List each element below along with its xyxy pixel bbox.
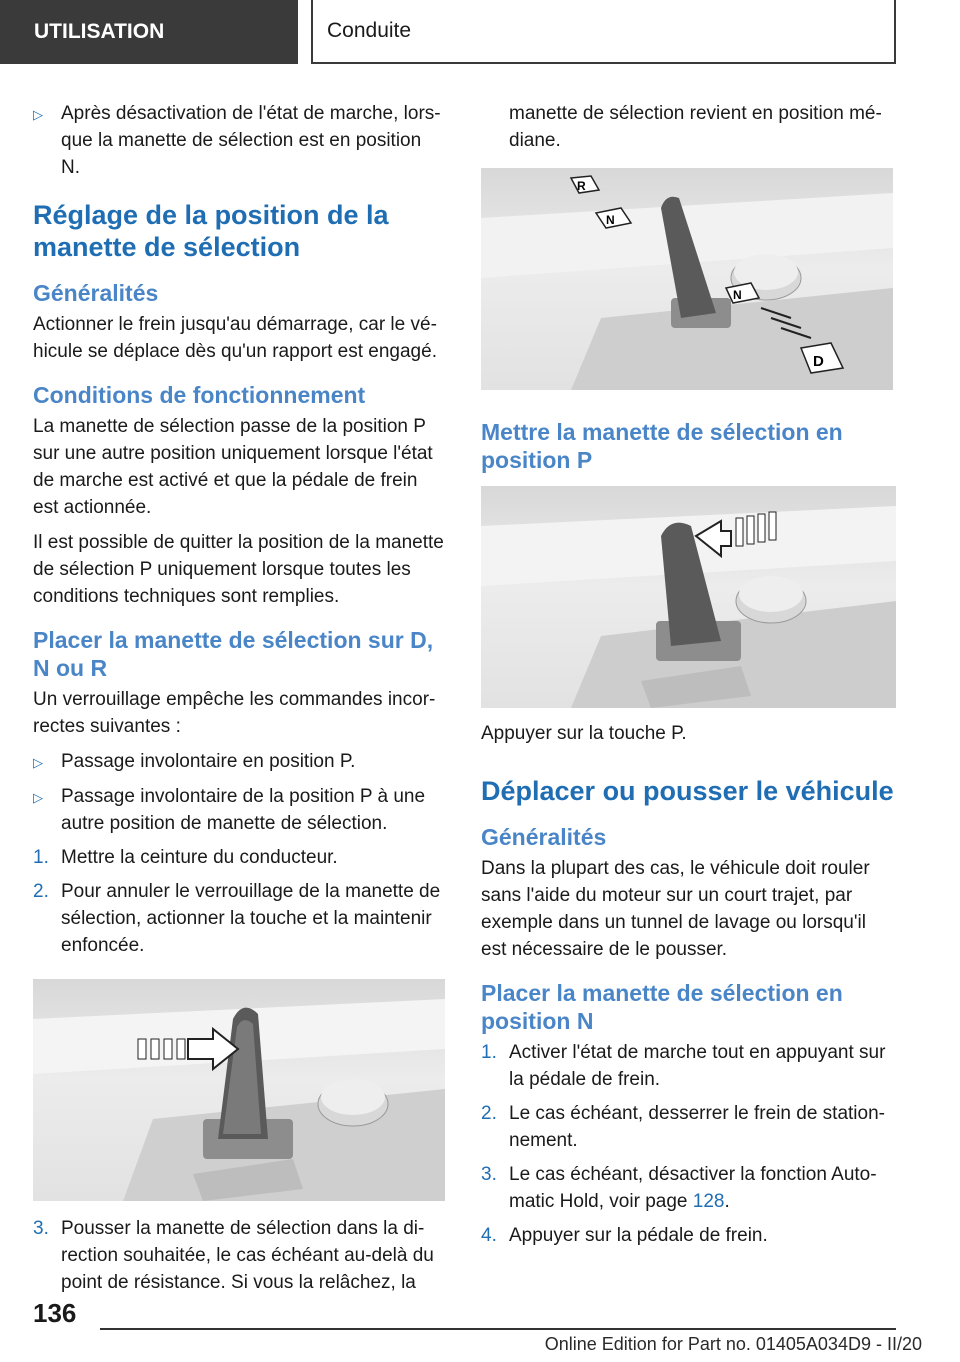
subsection-header <box>311 0 896 64</box>
step-text: Appuyer sur la pédale de frein. <box>509 1225 768 1246</box>
gear-selector-push-illustration <box>33 979 445 1201</box>
gear-label-n-top: N <box>606 213 615 227</box>
step-number: 2. <box>481 1103 497 1124</box>
step-number: 1. <box>33 847 49 868</box>
triangle-bullet-icon: ▷ <box>33 755 43 770</box>
step-text: Activer l'état de marche tout en appuyant sur la pédale de frein. <box>509 1042 886 1090</box>
subsection-title: Conduite <box>327 19 412 42</box>
step-number: 2. <box>33 881 49 902</box>
bullet-text: Passage involontaire de la position P à une autre position de manette de sélection. <box>61 786 426 834</box>
subheading-conditions: Conditions de fonctionnement <box>33 382 366 408</box>
section-heading-deplacer: Déplacer ou pousser le véhicule <box>481 776 894 806</box>
paragraph-placer: Un verrouillage empêche les commandes incorrectes suivantes : <box>33 689 436 737</box>
step-item <box>33 1215 445 1296</box>
paragraph-continuation: manette de sélection revient en position médiane. <box>509 103 882 151</box>
step-number: 1. <box>481 1042 497 1063</box>
left-column <box>33 100 445 1303</box>
paragraph-conditions-2: Il est possible de quitter la position de la manette de sélection P uniquement lorsque toutes les conditions techniques sont remplies. <box>33 532 444 607</box>
step-number: 4. <box>481 1225 497 1246</box>
step-number: 3. <box>33 1218 49 1239</box>
gear-label-d: D <box>813 353 824 370</box>
step-text: Le cas échéant, desserrer le frein de stationnement. <box>509 1103 885 1151</box>
step-text: Mettre la ceinture du conducteur. <box>61 847 338 868</box>
paragraph-generalites-2: Dans la plupart des cas, le véhicule doit rouler sans l'aide du moteur sur un court trajet, par exemple dans un tunnel de lavage ou lorsqu'il est nécessaire de le pousser. <box>481 858 870 960</box>
page-number: 136 <box>33 1298 77 1328</box>
section-heading-reglage: Réglage de la position de la manette de sélection <box>33 200 389 262</box>
list-item <box>33 100 445 181</box>
step-text-end: . <box>724 1191 730 1212</box>
footer-divider <box>100 1328 896 1330</box>
step-number: 3. <box>481 1164 497 1185</box>
section-tab <box>0 0 298 64</box>
p-button-illustration <box>481 486 896 708</box>
list-item <box>33 783 445 837</box>
subheading-placer-n: Placer la manette de sélection en position N <box>481 980 843 1034</box>
gear-label-r: R <box>577 179 586 193</box>
gear-label-n: N <box>733 288 742 302</box>
bullet-text: Après désactivation de l'état de marche, lorsque la manette de sélection est en position N. <box>61 103 441 178</box>
step-item <box>481 1161 896 1215</box>
paragraph-touche-p: Appuyer sur la touche P. <box>481 723 687 744</box>
step-text <box>509 1161 896 1215</box>
paragraph-generalites: Actionner le frein jusqu'au démarrage, car le véhicule se déplace dès qu'un rapport est engagé. <box>33 314 437 362</box>
step-item <box>33 844 445 871</box>
subheading-mettre-p: Mettre la manette de sélection en position P <box>481 419 843 473</box>
footer-edition: Online Edition for Part no. 01405A034D9 - II/20 <box>544 1334 922 1354</box>
step-item <box>33 878 445 959</box>
subheading-generalites-2: Généralités <box>481 824 607 850</box>
subheading-placer-dnr: Placer la manette de sélection sur D, N ou R <box>33 627 434 681</box>
list-item <box>33 748 445 776</box>
step-text: Pousser la manette de sélection dans la direction souhaitée, le cas échéant au-delà du point de résistance. Si vous la relâchez, la <box>61 1218 434 1293</box>
right-column <box>481 100 896 1256</box>
subheading-generalites: Généralités <box>33 280 159 306</box>
gear-selector-positions-illustration <box>481 168 893 390</box>
step-item <box>481 1222 896 1249</box>
bullet-text: Passage involontaire en position P. <box>61 751 356 772</box>
triangle-bullet-icon: ▷ <box>33 790 43 805</box>
paragraph-conditions-1: La manette de sélection passe de la position P sur une autre position uniquement lorsque l'état de marche est activé et que la pédale de frein est actionnée. <box>33 416 433 518</box>
triangle-bullet-icon: ▷ <box>33 107 43 122</box>
step-text: Pour annuler le verrouillage de la manette de sélection, actionner la touche et la maintenir enfoncée. <box>61 881 441 956</box>
section-title: UTILISATION <box>34 20 165 43</box>
step-item <box>481 1039 896 1093</box>
step-text-main: Le cas échéant, désactiver la fonction Automatic Hold, voir page <box>509 1164 877 1212</box>
step-item <box>481 1100 896 1154</box>
page-link[interactable]: 128 <box>692 1191 725 1212</box>
